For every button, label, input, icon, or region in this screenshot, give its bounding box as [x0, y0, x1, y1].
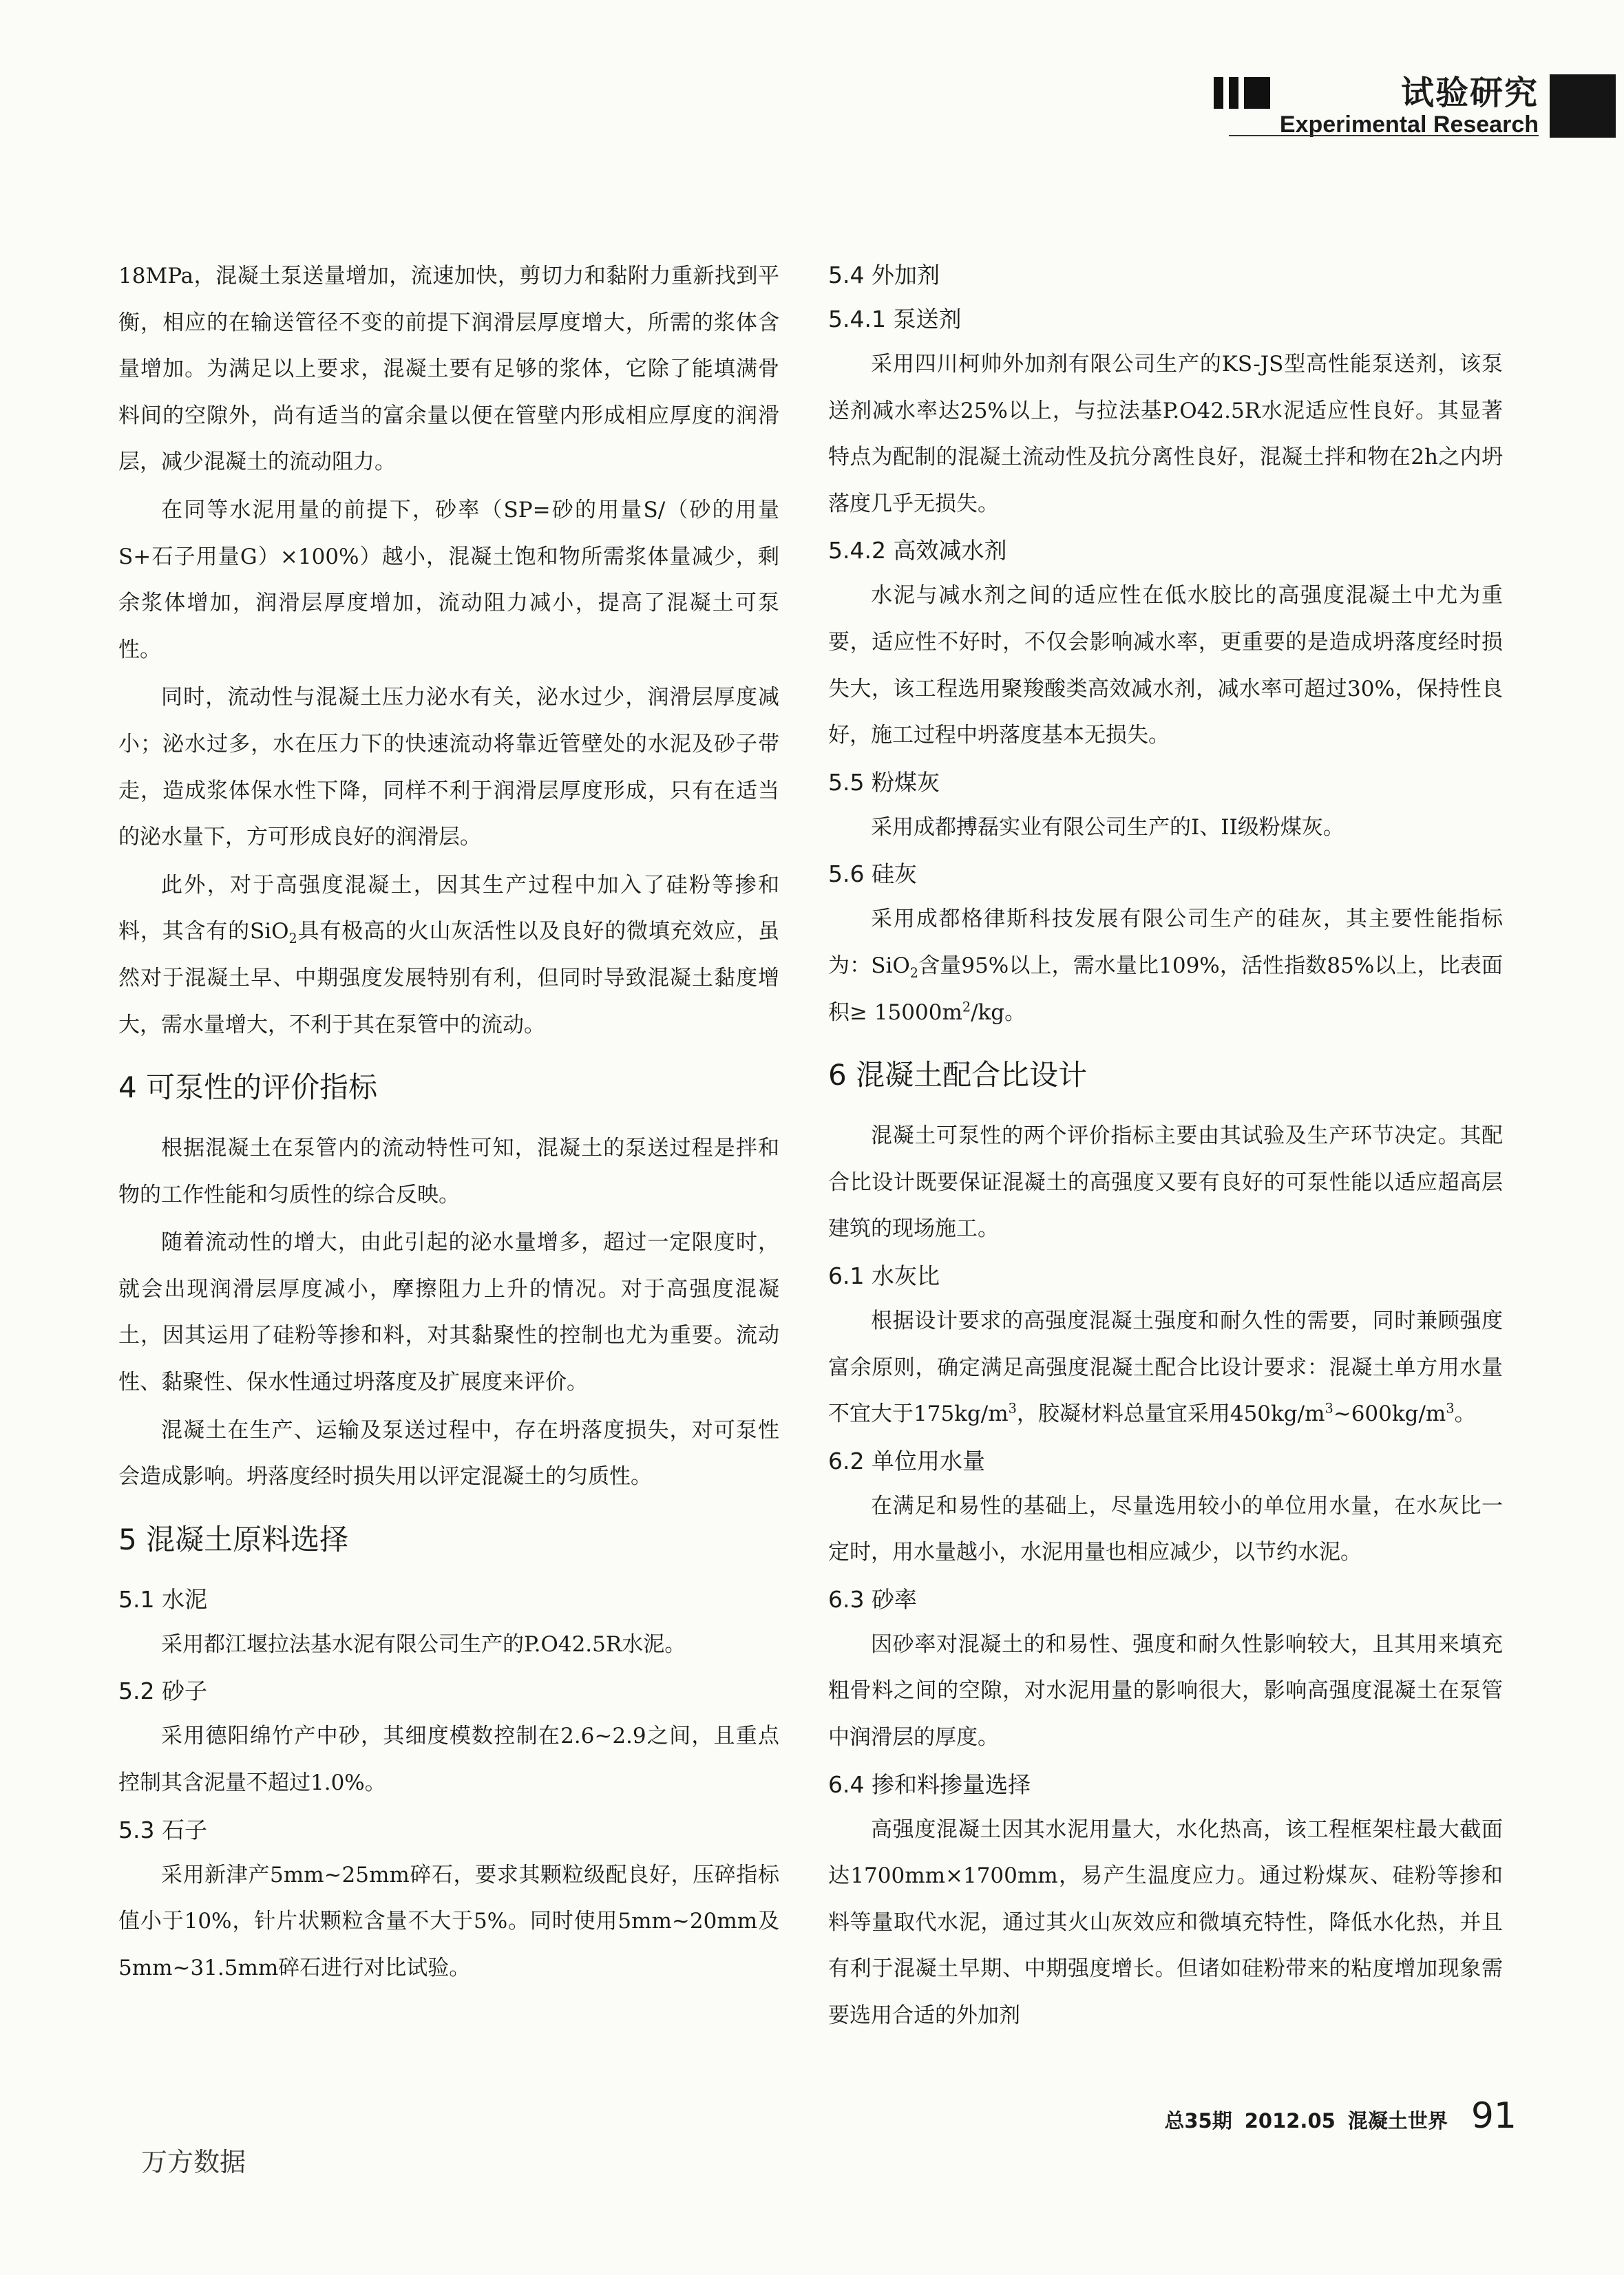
paragraph: 在满足和易性的基础上，尽量选用较小的单位用水量，在水灰比一定时，用水量越小，水泥用量也相应减少，以节约水泥。 — [828, 1493, 1503, 1565]
header-rule — [1229, 135, 1539, 136]
paragraph: 在同等水泥用量的前提下，砂率（SP=砂的用量S/（砂的用量S+石子用量G）×100%）越小，混凝土饱和物所需浆体量减少，剩余浆体增加，润滑层厚度增加，流动阻力减小，提高了混凝土可泵性。 — [118, 497, 779, 662]
section-heading: 6 混凝土配合比设计 — [828, 1058, 1088, 1092]
subsection-heading: 5.4.1 泵送剂 — [828, 306, 962, 332]
journal-name: 混凝土世界 — [1347, 2109, 1448, 2133]
paragraph: 采用新津产5mm~25mm碎石，要求其颗粒级配良好，压碎指标值小于10%，针片状颗粒含量不大于5%。同时使用5mm~20mm及5mm~31.5mm碎石进行对比试验。 — [118, 1862, 779, 1980]
paragraph: 采用四川柯帅外加剂有限公司生产的KS-JS型高性能泵送剂，该泵送剂减水率达25%以上，与拉法基P.O42.5R水泥适应性良好。其显著特点为配制的混凝土流动性及抗分离性良好，混凝土拌和物在2h之内坍落度几乎无损失。 — [828, 352, 1503, 516]
paragraph: 采用成都搏磊实业有限公司生产的I、II级粉煤灰。 — [871, 814, 1344, 840]
header-bars-decoration — [1214, 74, 1270, 138]
section-heading: 5 混凝土原料选择 — [118, 1522, 349, 1556]
paragraph: 高强度混凝土因其水泥用量大，水化热高，该工程框架柱最大截面达1700mm×1700mm，易产生温度应力。通过粉煤灰、硅粉等掺和料等量取代水泥，通过其火山灰效应和微填充特性，降低水化热，并且有利于混凝土早期、中期强度增长。但诸如硅粉带来的粘度增加现象需要选用合适的外加剂 — [828, 1817, 1503, 2029]
paragraph: 随着流动性的增大，由此引起的泌水量增多，超过一定限度时，就会出现润滑层厚度减小，摩擦阻力上升的情况。对于高强度混凝土，因其运用了硅粉等掺和料，对其黏聚性的控制也尤为重要。流动性、黏聚性、保水性通过坍落度及扩展度来评价。 — [118, 1230, 779, 1395]
page-footer — [1152, 2095, 1517, 2137]
header-block-decoration — [1550, 74, 1616, 138]
paragraph: 采用成都格律斯科技发展有限公司生产的硅灰，其主要性能指标为：SiO$_2$含量95%以上，需水量比109%，活性指数85%以上，比表面积≥ $15000m^2/kg$。 — [828, 907, 1503, 1025]
paragraph: 采用都江堰拉法基水泥有限公司生产的P.O42.5R水泥。 — [161, 1631, 686, 1657]
subsection-heading: 6.2 单位用水量 — [828, 1447, 985, 1474]
paragraph: 根据混凝土在泵管内的流动特性可知，混凝土的泵送过程是拌和物的工作性能和匀质性的综合反映。 — [118, 1136, 779, 1207]
subsection-heading: 5.3 石子 — [118, 1816, 207, 1843]
section-title-en: Experimental Research — [1279, 112, 1539, 138]
paragraph: 因砂率对混凝土的和易性、强度和耐久性影响较大，且其用来填充粗骨料之间的空隙，对水泥用量的影响很大，影响高强度混凝土在泵管中润滑层的厚度。 — [828, 1631, 1503, 1750]
subsection-heading: 5.1 水泥 — [118, 1585, 207, 1613]
subsection-heading: 6.4 掺和料掺量选择 — [828, 1770, 1031, 1798]
paragraph: 此外，对于高强度混凝土，因其生产过程中加入了硅粉等掺和料，其含有的SiO$_2$具有极高的火山灰活性以及良好的微填充效应，虽然对于混凝土早、中期强度发展特别有利，但同时导致混凝土黏度增大，需水量增大，不利于其在泵管中的流动。 — [118, 872, 779, 1037]
subsection-heading: 5.4 外加剂 — [828, 262, 940, 288]
paragraph: 混凝土在生产、运输及泵送过程中，存在坍落度损失，对可泵性会造成影响。坍落度经时损失用以评定混凝土的匀质性。 — [118, 1417, 779, 1490]
left-column — [118, 253, 779, 1993]
watermark: 万方数据 — [141, 2147, 246, 2177]
subsection-heading: 6.1 水灰比 — [828, 1262, 940, 1289]
paragraph: 混凝土可泵性的两个评价指标主要由其试验及生产环节决定。其配合比设计既要保证混凝土的高强度又要有良好的可泵性能以适应超高层建筑的现场施工。 — [828, 1123, 1503, 1242]
section-header — [1214, 74, 1616, 138]
section-heading: 4 可泵性的评价指标 — [118, 1070, 378, 1105]
page-number: 91 — [1470, 2095, 1517, 2137]
paragraph: 根据设计要求的高强度混凝土强度和耐久性的需要，同时兼顾强度富余原则，确定满足高强度混凝土配合比设计要求：混凝土单方用水量不宜大于$175kg/m^3$，胶凝材料总量宜采用$450kg/m^3\sim 600kg/m^3$。 — [828, 1308, 1503, 1427]
issue-number: 总35期 — [1164, 2109, 1232, 2133]
subsection-heading: 5.5 粉煤灰 — [828, 768, 940, 796]
section-title-cn: 试验研究 — [1400, 74, 1539, 112]
paragraph: 水泥与减水剂之间的适应性在低水胶比的高强度混凝土中尤为重要，适应性不好时，不仅会影响减水率，更重要的是造成坍落度经时损失大，该工程选用聚羧酸类高效减水剂，减水率可超过30%，保持性良好，施工过程中坍落度基本无损失。 — [828, 583, 1503, 748]
paragraph: 采用德阳绵竹产中砂，其细度模数控制在2.6~2.9之间，且重点控制其含泥量不超过1.0%。 — [118, 1724, 779, 1796]
right-column — [828, 253, 1503, 2041]
header-text — [1280, 74, 1539, 138]
paragraph: 同时，流动性与混凝土压力泌水有关，泌水过少，润滑层厚度减小；泌水过多，水在压力下的快速流动将靠近管壁处的水泥及砂子带走，造成浆体保水性下降，同样不利于润滑层厚度形成，只有在适当的泌水量下，方可形成良好的润滑层。 — [118, 685, 779, 850]
subsection-heading: 5.4.2 高效减水剂 — [828, 537, 1007, 564]
paragraph: 18MPa，混凝土泵送量增加，流速加快，剪切力和黏附力重新找到平衡，相应的在输送管径不变的前提下润滑层厚度增大，所需的浆体含量增加。为满足以上要求，混凝土要有足够的浆体，它除了能填满骨料间的空隙外，尚有适当的富余量以便在管壁内形成相应厚度的润滑层，减少混凝土的流动阻力。 — [118, 264, 779, 475]
subsection-heading: 6.3 砂率 — [828, 1585, 917, 1613]
subsection-heading: 5.6 硅灰 — [828, 860, 917, 888]
issue-date: 2012.05 — [1244, 2109, 1336, 2133]
subsection-heading: 5.2 砂子 — [118, 1678, 207, 1705]
